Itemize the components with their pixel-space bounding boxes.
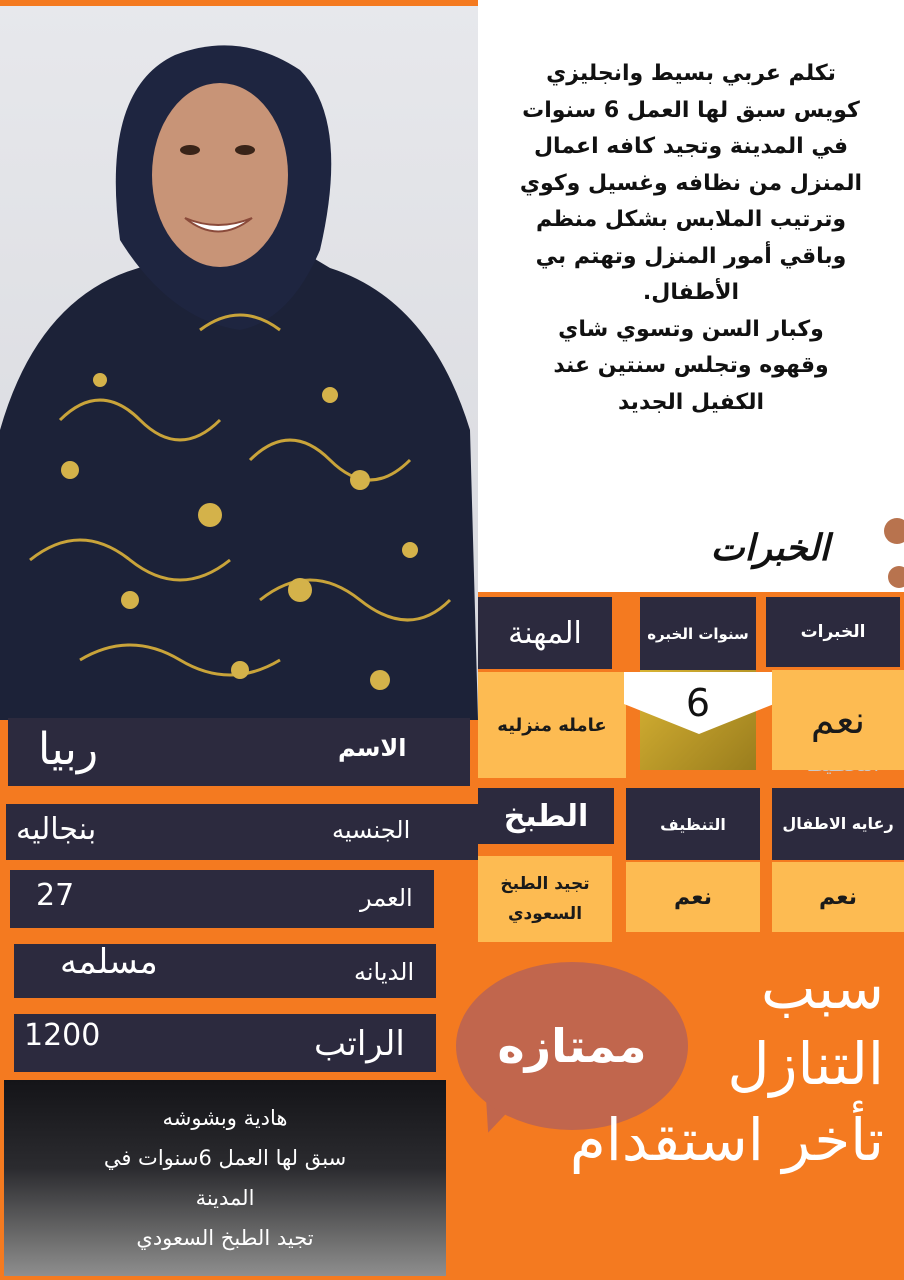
description-line: وترتيب الملابس بشكل منظم <box>535 207 847 232</box>
nationality-row <box>6 804 478 860</box>
age-label: العمر <box>360 884 413 912</box>
childcare-label: رعايه الاطفال <box>772 788 904 860</box>
profile-photo <box>0 0 478 720</box>
decor-dot <box>888 566 904 588</box>
religion-label: الديانه <box>354 958 415 986</box>
description-line: وباقي أمور المنزل وتهتم بي <box>535 243 847 269</box>
rating-bubble: ممتازه <box>456 962 688 1130</box>
age-row <box>10 870 434 928</box>
years-label: سنوات الخبره <box>640 597 756 671</box>
name-label: الاسم <box>338 734 407 762</box>
description-line: وقهوه وتجلس سنتين عند <box>553 353 829 378</box>
years-value: 6 <box>685 681 711 725</box>
profession-value: عامله منزليه <box>478 672 626 778</box>
worker-portrait <box>0 0 478 720</box>
photo-top-accent <box>0 0 478 6</box>
experience-label: الخبرات <box>766 597 900 667</box>
reason-text <box>570 950 884 1178</box>
bio-box <box>4 1080 446 1276</box>
salary-value: 1200 <box>24 1018 101 1053</box>
bio-line: هادية وبشوشه <box>162 1106 288 1130</box>
description-line: المنزل من نظافه وغسيل وكوي <box>519 170 863 196</box>
childcare-value: نعم <box>772 862 904 932</box>
religion-value: مسلمه <box>60 942 158 982</box>
description-line: الكفيل الجديد <box>617 389 765 415</box>
experience-heading: الخبرات <box>710 528 830 569</box>
experience-value: نعم <box>772 670 904 770</box>
description-line: كويس سبق لها العمل 6 سنوات <box>522 97 860 123</box>
age-value: 27 <box>36 878 75 913</box>
reason-line: تأخر استقدام <box>569 1106 884 1174</box>
description-line: وكبار السن وتسوي شاي <box>558 316 824 342</box>
reason-line: التنازل <box>727 1030 884 1098</box>
cooking-value: تجيد الطبخ السعودي <box>478 856 612 942</box>
name-value: ربيا <box>38 724 99 775</box>
name-row <box>8 718 470 786</box>
bio-line: سبق لها العمل 6سنوات في <box>103 1146 347 1170</box>
cleaning-label: التنظيف <box>626 788 760 860</box>
salary-label: الراتب <box>314 1024 405 1064</box>
profession-label: المهنة <box>478 597 612 669</box>
bio-line: تجيد الطبخ السعودي <box>136 1226 314 1250</box>
bio-line: المدينة <box>195 1186 255 1210</box>
decor-dot <box>884 518 904 544</box>
religion-row <box>14 944 436 998</box>
nationality-label: الجنسيه <box>332 816 411 844</box>
description-text <box>486 56 896 421</box>
description-line: تكلم عربي بسيط وانجليزي <box>546 61 836 86</box>
description-line: الأطفال. <box>642 280 740 305</box>
nationality-value: بنجاليه <box>16 812 97 847</box>
salary-row <box>14 1014 436 1072</box>
reason-line: سبب <box>760 954 884 1022</box>
cleaning-value: نعم <box>626 862 760 932</box>
description-line: في المدينة وتجيد كافه اعمال <box>533 134 849 159</box>
cooking-label: الطبخ <box>478 788 614 844</box>
